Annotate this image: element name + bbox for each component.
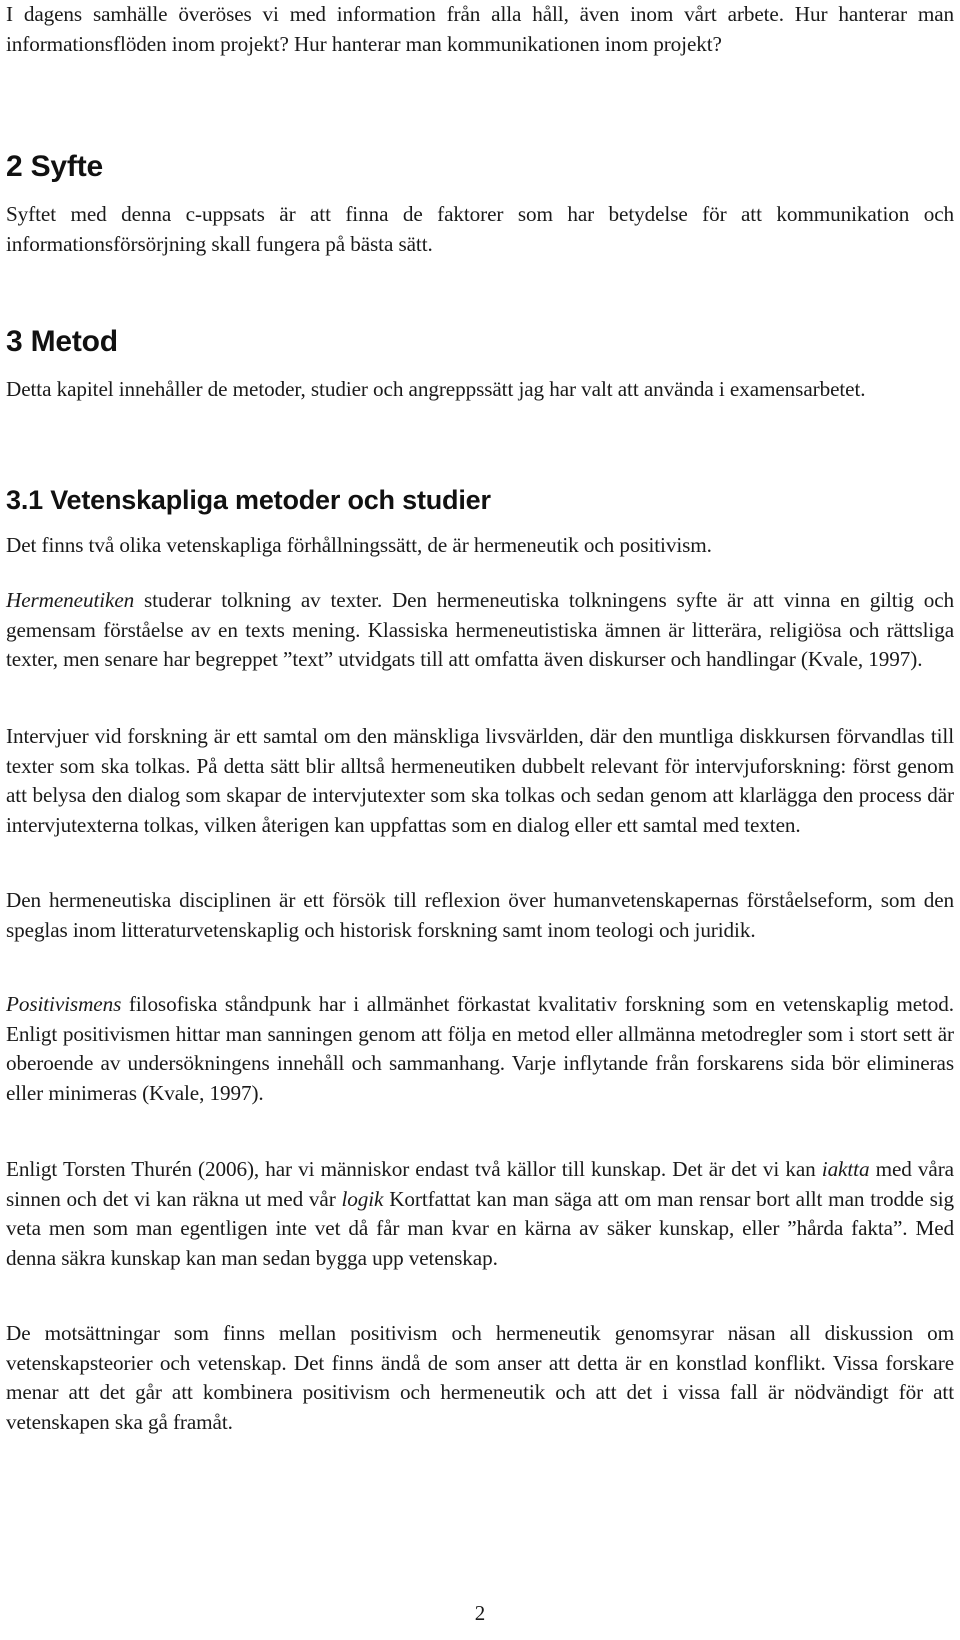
metod-paragraph: Detta kapitel innehåller de metoder, studier och angreppssätt jag har valt att använda i examensarbetet.	[6, 377, 866, 401]
paragraph-hermeneutiken	[6, 586, 954, 675]
paragraph-disciplin: Den hermeneutiska disciplinen är ett försök till reflexion över humanvetenskapernas förståelseform, som den speglas inom litteraturvetenskaplig och historisk forskning samt inom teologi och juridik.	[6, 888, 954, 942]
emphasis-hermeneutiken: Hermeneutiken	[6, 588, 135, 612]
paragraph-hermeneutiken-text: studerar tolkning av texter. Den hermeneutiska tolkningens syfte är att vinna en giltig och gemensam förståelse av en texts mening. Klassiska hermeneutistiska ämnen är litterära, religiösa och rättsliga texter, men senare har begreppet ”text” utvidgats till att omfatta även diskurser och handlingar (Kvale, 1997).	[6, 588, 954, 672]
syfte-paragraph: Syftet med denna c-uppsats är att finna de faktorer som har betydelse för att kommunikation och informationsförsörjning skall fungera på bästa sätt.	[6, 202, 954, 256]
paragraph-thuren-part-a: Enligt Torsten Thurén (2006), har vi människor endast två källor till kunskap. Det är det vi kan	[6, 1157, 822, 1181]
paragraph-thuren-part-b: med våra sinnen och det vi kan räkna ut med vår	[6, 1157, 954, 1211]
subsection-heading-vetenskapliga-metoder: 3.1 Vetenskapliga metoder och studier	[6, 485, 491, 515]
emphasis-logik: logik	[341, 1186, 384, 1211]
paragraph-thuren-part-c: Kortfattat kan man säga att om man rensar bort allt man trodde sig veta men som man egentligen inte vet då får man kvar en kärna av säker kunskap, eller ”hårda fakta”. Med denna säkra kunskap kan man sedan bygga upp vetenskap.	[6, 1186, 954, 1270]
section-heading-syfte: 2 Syfte	[6, 150, 103, 183]
page-number: 2	[474, 1601, 486, 1625]
paragraph-forhallningssatt: Det finns två olika vetenskapliga förhållningssätt, de är hermeneutik och positivism.	[6, 533, 712, 557]
emphasis-iaktta: iaktta	[821, 1157, 870, 1181]
paragraph-positivismens-text: filosofiska ståndpunk har i allmänhet förkastat kvalitativ forskning som en vetenskaplig metod. Enligt positivismen hittar man sanningen genom att följa en metod eller allmänna metodregler som i stort sett är oberoende av undersökningens innehåll och sammanhang. Varje inflytande från forskarens sida bör elimineras eller minimeras (Kvale, 1997).	[6, 992, 954, 1105]
paragraph-intervjuer: Intervjuer vid forskning är ett samtal om den mänskliga livsvärlden, där den muntliga diskkursen förvandlas till texter som ska tolkas. På detta sätt blir alltså hermeneutiken dubbelt relevant för intervjuforskning: först genom att belysa den dialog som skapar de intervjutexter som ska tolkas och sedan genom att klarlägga den process där intervjutexterna tolkas, vilken återigen kan uppfattas som en dialog eller ett samtal med texten.	[6, 724, 954, 837]
emphasis-positivismens: Positivismens	[6, 992, 122, 1016]
intro-paragraph: I dagens samhälle överöses vi med information från alla håll, även inom vårt arbete. Hur hanterar man informationsflöden inom projekt? Hur hanterar man kommunikationen inom projekt?	[6, 2, 954, 56]
paragraph-positivismens	[6, 990, 954, 1108]
section-heading-metod: 3 Metod	[6, 325, 118, 358]
paragraph-motsattningar: De motsättningar som finns mellan positivism och hermeneutik genomsyrar näsan all diskussion om vetenskapsteorier och vetenskap. Det finns ändå de som anser att detta är en konstlad konflikt. Vissa forskare menar att det går att kombinera positivism och hermeneutik och att det i vissa fall är nödvändigt för att vetenskapen ska gå framåt.	[6, 1321, 954, 1434]
paragraph-thuren	[6, 1155, 954, 1273]
